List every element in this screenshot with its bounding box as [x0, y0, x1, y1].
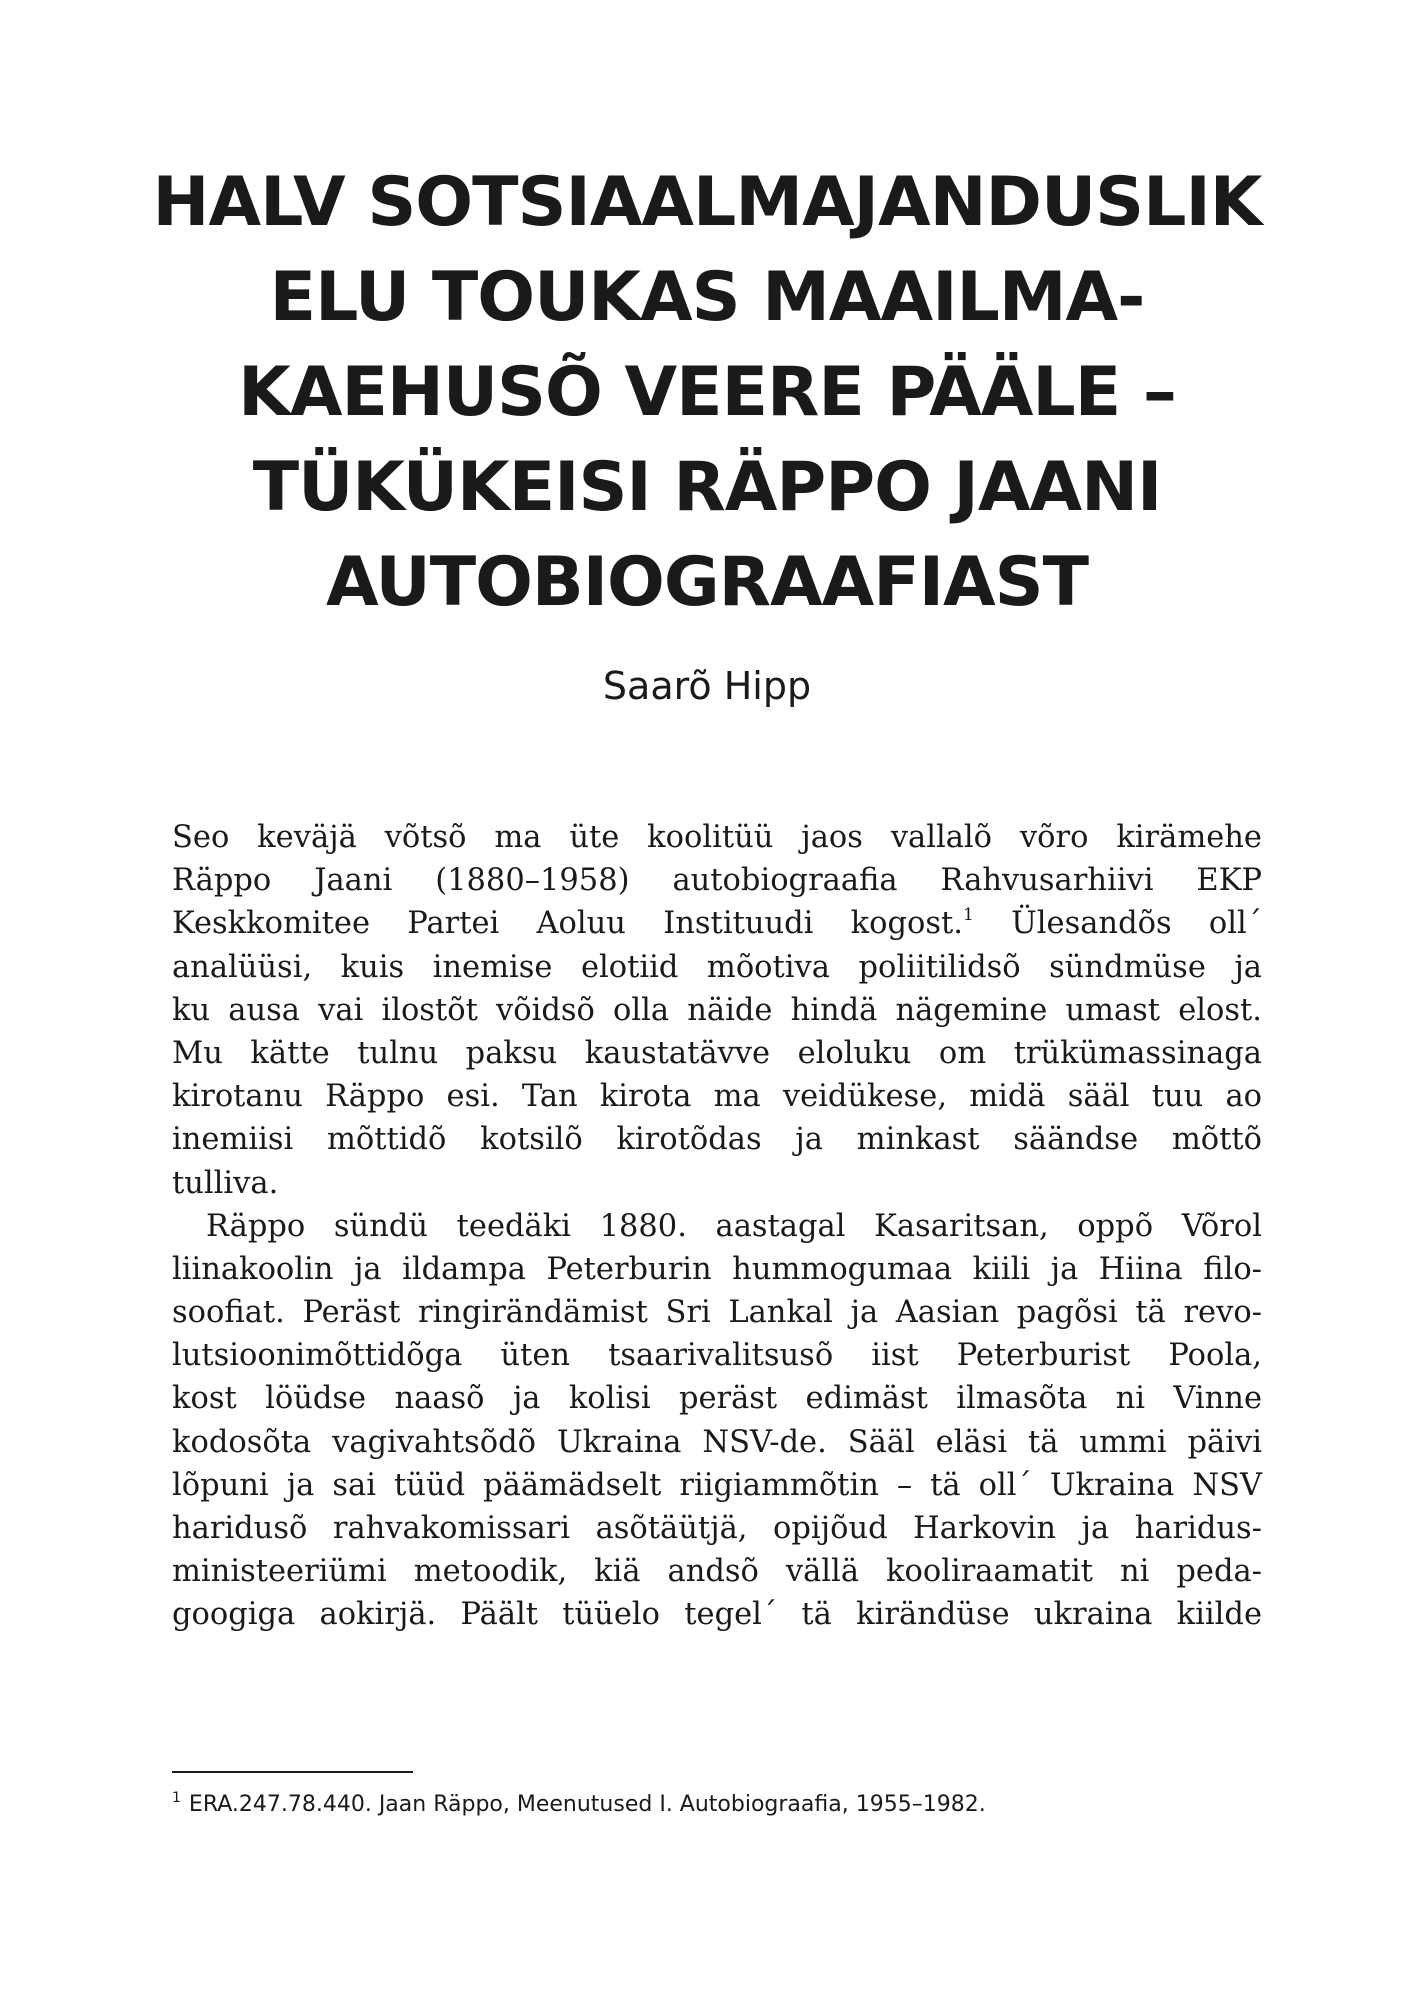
text-line: kirotanu Räppo esi. Tan kirota ma veidükese, midä sääl tuu ao [172, 1079, 1262, 1115]
article-body [172, 816, 1262, 1637]
text-line [172, 902, 1262, 945]
text-line: Seo keväjä võtsõ ma üte koolitüü jaos vallalõ võro kirämehe [172, 820, 1262, 855]
footnote-reference[interactable]: 1 [963, 905, 974, 926]
footnote-divider [172, 1771, 413, 1773]
text-line: googiga aokirjä. Päält tüüelo tegel´ tä kirändüse ukraina kiilde [172, 1597, 1262, 1633]
title-line: TÜKÜKEISI RÄPPO JAANI [252, 448, 1162, 527]
author-name: Saarõ Hipp [602, 664, 812, 708]
text-line: Räppo Jaani (1880–1958) autobiograafia Rahvusarhiivi EKP [172, 863, 1262, 899]
text-line: lutsioonimõttidõga üten tsaarivalitsusõ iist Peterburist Poola, [172, 1338, 1262, 1374]
text-line: analüüsi, kuis inemise elotiid mõotiva poliitilidsõ sündmüse ja [172, 949, 1262, 985]
text-line: kost löüdse naasõ ja kolisi peräst edimäst ilmasõta ni Vinne [172, 1381, 1262, 1417]
text-line: liinakoolin ja ildampa Peterburin hummogumaa kiili ja Hiina filo- [172, 1251, 1262, 1287]
title-line: KAEHUSÕ VEERE PÄÄLE – [238, 353, 1176, 432]
text-line: soofiat. Peräst ringirändämist Sri Lankal ja Aasian pagõsi tä revo- [172, 1295, 1262, 1331]
article-title [120, 155, 1294, 630]
footnote-number: 1 [172, 1790, 181, 1806]
text-line: haridusõ rahvakomissari asõtäütjä, opijõud Harkovin ja haridus- [172, 1511, 1262, 1546]
paragraph-2 [172, 1205, 1262, 1637]
text-line-start: Keskkomitee Partei Aoluu Instituudi kogost. [172, 906, 963, 942]
footnote [172, 1790, 1262, 1820]
paragraph-1 [172, 816, 1262, 1205]
text-line: inemiisi mõttidõ kotsilõ kirotõdas ja minkast säändse mõttõ [172, 1122, 1262, 1158]
text-line: ministeeriümi metoodik, kiä andsõ vällä kooliraamatit ni peda- [172, 1554, 1262, 1590]
text-line: Mu kätte tulnu paksu kaustatävve eloluku om trükümassinaga [172, 1035, 1262, 1071]
text-line-end: Ülesandõs oll´ [973, 906, 1262, 942]
footnote-text: ERA.247.78.440. Jaan Räppo, Meenutused I. Autobiograafia, 1955–1982. [188, 1792, 986, 1817]
text-line: Räppo sündü teedäki 1880. aastagal Kasaritsan, oppõ Võrol [206, 1208, 1262, 1244]
title-line: ELU TOUKAS MAAILMA- [269, 258, 1145, 337]
text-line: kodosõta vagivahtsõdõ Ukraina NSV-de. Sääl eläsi tä ummi päivi [172, 1424, 1262, 1460]
title-line: AUTOBIOGRAAFIAST [325, 543, 1089, 622]
text-line: tulliva. [172, 1165, 279, 1201]
text-line: lõpuni ja sai tüüd päämädselt riigiammõtin – tä oll´ Ukraina NSV [172, 1467, 1262, 1503]
text-line: ku ausa vai ilostõt võidsõ olla näide hindä nägemine umast elost. [172, 992, 1262, 1028]
title-line: HALV SOTSIAALMAJANDUSLIK [152, 163, 1262, 242]
